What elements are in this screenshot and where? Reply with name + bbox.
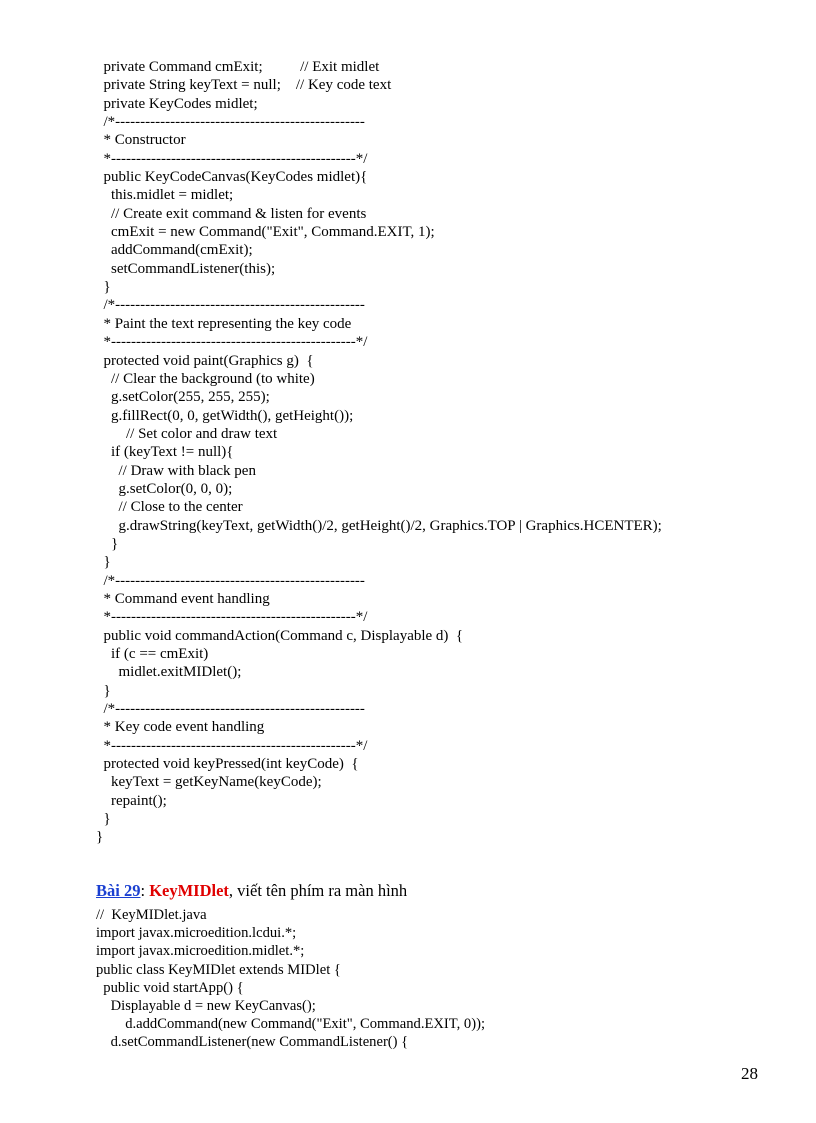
code-line: public class KeyMIDlet extends MIDlet { <box>96 961 341 978</box>
code-line: *-------------------------------------------------*/ <box>96 150 368 167</box>
code-line: } <box>96 811 111 828</box>
code-line: } <box>96 554 111 571</box>
code-line: setCommandListener(this); <box>96 260 276 277</box>
code-line: *-------------------------------------------------*/ <box>96 334 368 351</box>
code-line: // Create exit command & listen for events <box>96 205 367 222</box>
code-line: protected void keyPressed(int keyCode) { <box>96 756 359 773</box>
code-line: public KeyCodeCanvas(KeyCodes midlet){ <box>96 169 368 186</box>
code-line: /*-------------------------------------------------- <box>96 297 365 314</box>
code-line: this.midlet = midlet; <box>96 187 234 204</box>
code-line: g.setColor(255, 255, 255); <box>96 389 270 406</box>
section-heading <box>96 881 407 901</box>
heading-description: , viết tên phím ra màn hình <box>228 881 408 900</box>
code-block-keymidlet <box>96 906 796 1052</box>
code-line: } <box>96 829 104 846</box>
code-line: * Paint the text representing the key code <box>96 315 352 332</box>
code-block-keycodecanvas <box>96 58 796 847</box>
code-line: private KeyCodes midlet; <box>96 95 258 112</box>
code-line: import javax.microedition.midlet.*; <box>96 943 305 960</box>
code-line: import javax.microedition.lcdui.*; <box>96 925 297 942</box>
code-line: addCommand(cmExit); <box>96 242 253 259</box>
code-line: } <box>96 682 111 699</box>
code-line: * Constructor <box>96 132 186 149</box>
code-line: // KeyMIDlet.java <box>96 907 207 923</box>
code-line: repaint(); <box>96 792 167 809</box>
code-line: public void startApp() { <box>96 979 244 996</box>
code-line: g.fillRect(0, 0, getWidth(), getHeight()); <box>96 407 354 424</box>
code-line: * Key code event handling <box>96 719 265 736</box>
code-line: // Draw with black pen <box>96 462 256 479</box>
code-line: if (c == cmExit) <box>96 646 209 662</box>
code-line: *-------------------------------------------------*/ <box>96 737 368 754</box>
code-line: protected void paint(Graphics g) { <box>96 352 314 369</box>
code-line: Displayable d = new KeyCanvas(); <box>96 997 316 1014</box>
code-line: d.addCommand(new Command("Exit", Command.EXIT, 0)); <box>96 1016 485 1033</box>
heading-title: KeyMIDlet <box>149 881 229 900</box>
code-line: *-------------------------------------------------*/ <box>96 609 368 626</box>
code-line: public void commandAction(Command c, Displayable d) { <box>96 627 464 644</box>
code-line: d.setCommandListener(new CommandListener() { <box>96 1034 409 1051</box>
heading-separator: : <box>140 881 150 900</box>
code-line: midlet.exitMIDlet(); <box>96 664 242 681</box>
code-line: /*-------------------------------------------------- <box>96 114 365 131</box>
code-line: g.drawString(keyText, getWidth()/2, getHeight()/2, Graphics.TOP | Graphics.HCENTER); <box>96 517 662 534</box>
code-line: * Command event handling <box>96 590 270 607</box>
page-number: 28 <box>741 1064 758 1083</box>
code-line: cmExit = new Command("Exit", Command.EXIT, 1); <box>96 224 435 241</box>
code-line: } <box>96 535 119 552</box>
code-line: private String keyText = null; // Key code text <box>96 77 392 94</box>
code-line: // Set color and draw text <box>96 425 278 442</box>
code-line: /*-------------------------------------------------- <box>96 701 365 718</box>
code-line: keyText = getKeyName(keyCode); <box>96 774 322 791</box>
code-line: /*-------------------------------------------------- <box>96 572 365 589</box>
code-line: private Command cmExit; // Exit midlet <box>96 59 380 75</box>
code-line: } <box>96 279 111 296</box>
code-line: // Clear the background (to white) <box>96 370 315 387</box>
code-line: if (keyText != null){ <box>96 444 234 461</box>
lesson-link[interactable]: Bài 29 <box>96 881 141 900</box>
code-line: g.setColor(0, 0, 0); <box>96 480 233 497</box>
code-line: // Close to the center <box>96 499 243 516</box>
